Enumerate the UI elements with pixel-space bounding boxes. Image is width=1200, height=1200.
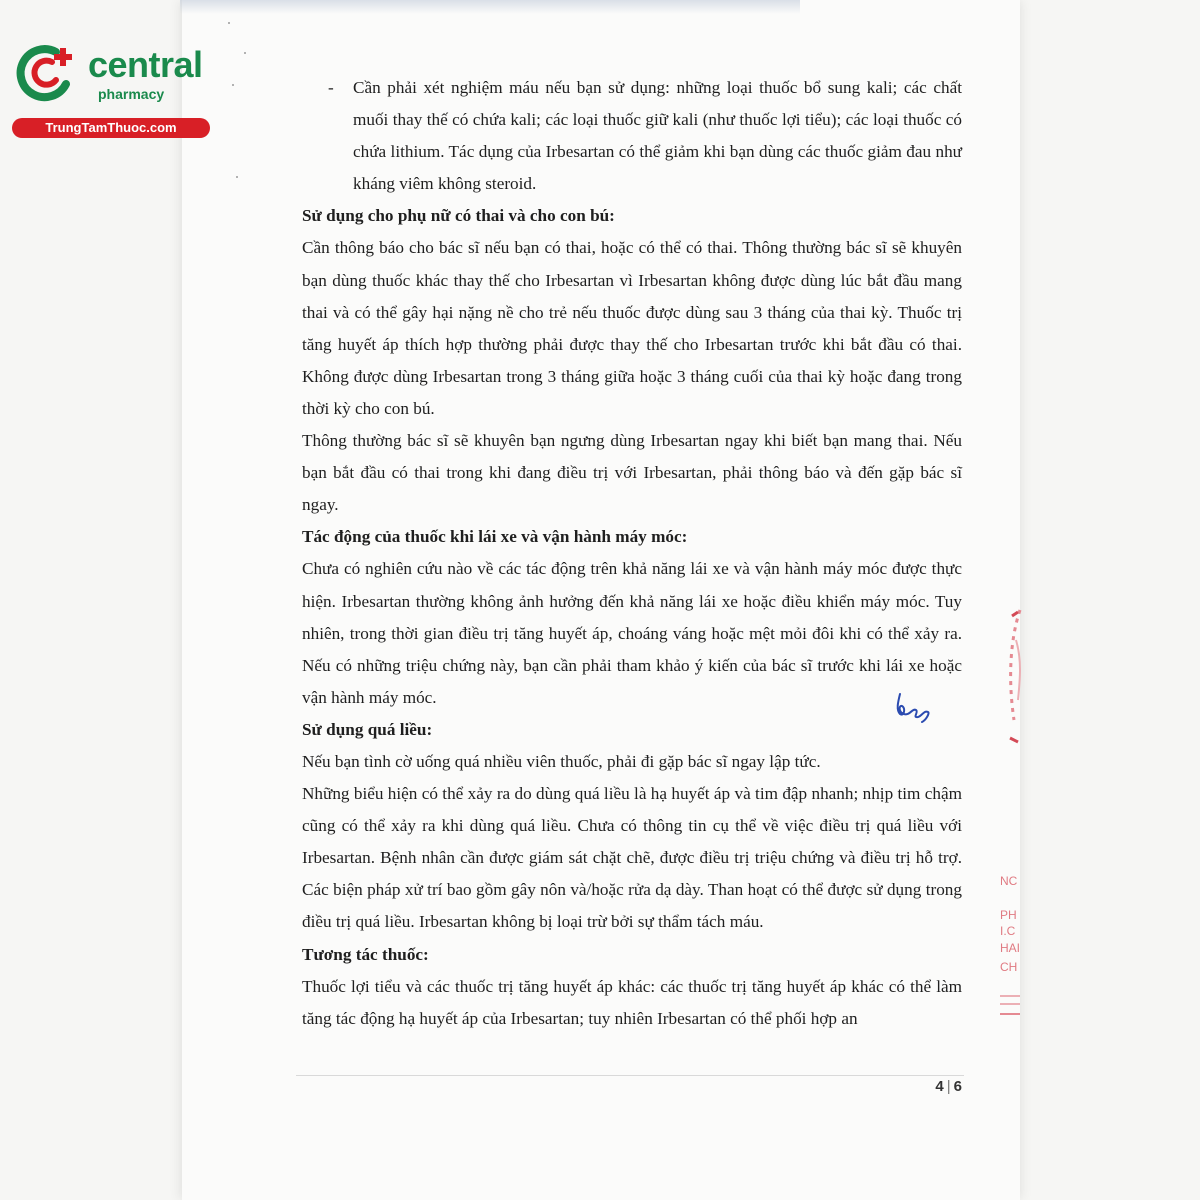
stamp-fragment: HAI <box>1000 941 1021 955</box>
scan-speck <box>236 176 238 178</box>
paragraph-pregnancy-advice: Cần thông báo cho bác sĩ nếu bạn có thai, hoặc có thể có thai. Thông thường bác sĩ sẽ khuyên bạn dùng thuốc khác thay thế cho Irbesartan vì Irbesartan không được dùng lúc bắt đầu mang thai và có thể gây hại nặng nề cho trẻ nếu thuốc được dùng sau 3 tháng của thai kỳ. Thuốc trị tăng huyết áp thích hợp thường phải được thay thế cho Irbesartan trước khi bắt đầu có thai. Không được dùng Irbesartan trong 3 tháng giữa hoặc 3 tháng cuối của thai kỳ hoặc đang trong thời kỳ cho con bú. <box>302 238 962 418</box>
bullet-text: Cần phải xét nghiệm máu nếu bạn sử dụng: những loại thuốc bổ sung kali; các chất muối thay thế có chứa kali; các loại thuốc giữ kali (như thuốc lợi tiểu); các loại thuốc có chứa lithium. Tác dụng của Irbesartan có thể giảm khi bạn dùng các thuốc giảm đau như kháng viêm không steroid. <box>353 78 962 194</box>
pharmacy-cross-logo-icon <box>10 40 80 104</box>
paragraph-interactions: Thuốc lợi tiểu và các thuốc trị tăng huyết áp khác: các thuốc trị tăng huyết áp khác có thể làm tăng tác động hạ huyết áp của Irbesartan; tuy nhiên Irbesartan có thể phối hợp an <box>302 976 962 1028</box>
scan-speck <box>244 52 246 54</box>
bullet-marker: - <box>328 78 334 97</box>
paragraph-overdose-symptoms: Những biểu hiện có thể xảy ra do dùng quá liều là hạ huyết áp và tim đập nhanh; nhịp tim chậm cũng có thể xảy ra khi dùng quá liều. Chưa có thông tin cụ thể về việc điều trị quá liều với Irbesartan. Bệnh nhân cần được giám sát chặt chẽ, được điều trị triệu chứng và điều trị hỗ trợ. Các biện pháp xử trí bao gồm gây nôn và/hoặc rửa dạ dày. Than hoạt có thể được sử dụng trong điều trị quá liều. Irbesartan không bị loại trừ bởi sự thẩm tách máu. <box>302 784 962 932</box>
document-body <box>302 72 962 1035</box>
section-heading-driving: Tác động của thuốc khi lái xe và vận hành máy móc: <box>302 527 688 547</box>
section-heading-overdose: Sử dụng quá liều: <box>302 719 433 739</box>
paragraph-pregnancy-stop: Thông thường bác sĩ sẽ khuyên bạn ngưng dùng Irbesartan ngay khi biết bạn mang thai. Nếu bạn bắt đầu có thai trong khi đang điều trị với Irbesartan, phải thông báo và đến gặp bác sĩ ngay. <box>302 431 962 515</box>
stamp-fragment: I.C <box>1000 924 1016 938</box>
bullet-paragraph <box>302 72 962 200</box>
stamp-fragment: CH <box>1000 960 1018 974</box>
logo-subtitle: pharmacy <box>98 86 165 102</box>
stamp-fragment: PH <box>1000 908 1017 922</box>
scan-speck <box>228 22 230 24</box>
paragraph-driving: Chưa có nghiên cứu nào về các tác động trên khả năng lái xe và vận hành máy móc được thực hiện. Irbesartan thường không ảnh hưởng đến khả năng lái xe hoặc điều khiển máy móc. Tuy nhiên, trong thời gian điều trị tăng huyết áp, choáng váng hoặc mệt mỏi đôi khi có thể xảy ra. Nếu có những triệu chứng này, bạn cần phải tham khảo ý kiến của bác sĩ trước khi lái xe hoặc vận hành máy móc. <box>302 559 962 707</box>
red-stamp-lines <box>996 990 1026 1022</box>
red-stamp-arc <box>996 600 1030 750</box>
stamp-fragment: NC <box>1000 874 1018 888</box>
central-pharmacy-logo[interactable] <box>10 36 214 140</box>
paragraph-overdose-action: Nếu bạn tình cờ uống quá nhiều viên thuốc, phải đi gặp bác sĩ ngay lập tức. <box>302 751 821 771</box>
logo-brand-name: central <box>88 44 203 85</box>
handwritten-signature <box>892 690 936 726</box>
footer-divider <box>296 1075 964 1076</box>
page-number <box>910 1078 962 1095</box>
scan-speck <box>232 84 234 86</box>
page-total: 6 <box>953 1078 962 1095</box>
section-heading-interactions: Tương tác thuốc: <box>302 944 429 964</box>
page-current: 4 <box>935 1078 944 1095</box>
section-heading-pregnancy: Sử dụng cho phụ nữ có thai và cho con bú: <box>302 206 615 226</box>
scan-edge-shadow <box>180 0 800 14</box>
logo-website-badge: TrungTamThuoc.com <box>12 118 210 138</box>
page-separator: | <box>946 1078 951 1095</box>
